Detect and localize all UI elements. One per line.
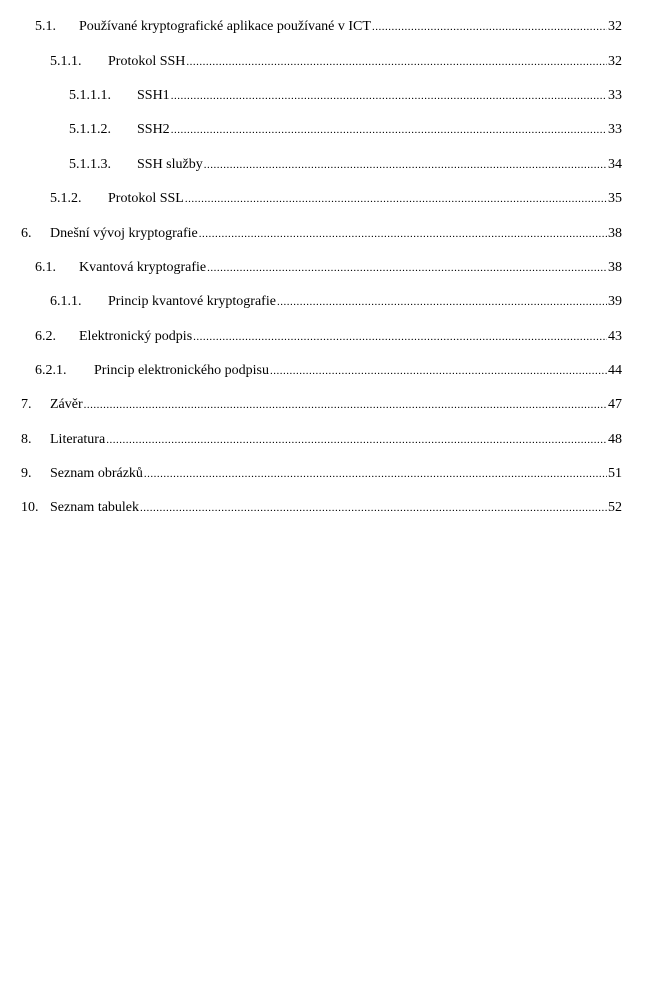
toc-entry-page: 48	[608, 432, 622, 447]
toc-entry-title: Protokol SSH	[108, 54, 186, 69]
toc-entry-10[interactable]	[0, 498, 653, 518]
toc-entry-page: 51	[608, 466, 622, 481]
toc-entry-number: 6.1.	[35, 260, 56, 275]
toc-entry-title: SSH1	[137, 88, 170, 103]
dot-leader	[140, 498, 607, 518]
toc-entry-title: Elektronický podpis	[79, 329, 193, 344]
toc-entry-title: Dnešní vývoj kryptografie	[50, 226, 198, 241]
toc-entry-title: SSH služby	[137, 157, 203, 172]
toc-entry-6-1-1[interactable]	[0, 292, 653, 312]
toc-entry-5-1-1[interactable]	[0, 52, 653, 72]
toc-entry-6-2[interactable]	[0, 327, 653, 347]
dot-leader	[171, 120, 607, 140]
toc-entry-page: 47	[608, 397, 622, 412]
toc-entry-page: 39	[608, 294, 622, 309]
toc-entry-number: 6.2.	[35, 329, 56, 344]
toc-entry-5-1[interactable]	[0, 17, 653, 37]
toc-entry-number: 9.	[21, 466, 32, 481]
toc-entry-title: Princip kvantové kryptografie	[108, 294, 276, 309]
toc-entry-page: 44	[608, 363, 622, 378]
toc-entry-page: 35	[608, 191, 622, 206]
toc-entry-number: 8.	[21, 432, 32, 447]
dot-leader	[270, 361, 607, 381]
toc-entry-number: 7.	[21, 397, 32, 412]
toc-entry-9[interactable]	[0, 464, 653, 484]
toc-entry-5-1-1-1[interactable]	[0, 86, 653, 106]
toc-entry-title: Používané kryptografické aplikace používané v ICT	[79, 19, 371, 34]
toc-entry-number: 5.1.1.	[50, 54, 82, 69]
toc-entry-number: 5.1.1.1.	[69, 88, 111, 103]
toc-entry-number: 5.1.1.2.	[69, 122, 111, 137]
toc-entry-title: Literatura	[50, 432, 106, 447]
toc-entry-6-2-1[interactable]	[0, 361, 653, 381]
toc-entry-page: 33	[608, 122, 622, 137]
dot-leader	[277, 292, 607, 312]
dot-leader	[372, 17, 607, 37]
dot-leader	[144, 464, 607, 484]
dot-leader	[106, 430, 607, 450]
toc-entry-title: Seznam tabulek	[50, 500, 140, 515]
toc-entry-number: 5.1.	[35, 19, 56, 34]
toc-entry-8[interactable]	[0, 430, 653, 450]
dot-leader	[199, 224, 607, 244]
toc-entry-page: 38	[608, 226, 622, 241]
dot-leader	[185, 189, 607, 209]
toc-entry-number: 6.	[21, 226, 32, 241]
dot-leader	[204, 155, 607, 175]
toc-entry-7[interactable]	[0, 395, 653, 415]
toc-entry-number: 6.1.1.	[50, 294, 82, 309]
toc-entry-6[interactable]	[0, 224, 653, 244]
dot-leader	[193, 327, 607, 347]
toc-entry-page: 32	[608, 54, 622, 69]
toc-entry-title: Princip elektronického podpisu	[94, 363, 269, 378]
toc-entry-5-1-2[interactable]	[0, 189, 653, 209]
toc-entry-title: Protokol SSL	[108, 191, 184, 206]
toc-entry-page: 52	[608, 500, 622, 515]
toc-entry-page: 32	[608, 19, 622, 34]
toc-entry-5-1-1-3[interactable]	[0, 155, 653, 175]
toc-entry-page: 33	[608, 88, 622, 103]
dot-leader	[171, 86, 607, 106]
toc-entry-number: 5.1.1.3.	[69, 157, 111, 172]
toc-entry-number: 10.	[21, 500, 39, 515]
dot-leader	[207, 258, 607, 278]
toc-entry-number: 6.2.1.	[35, 363, 67, 378]
toc-entry-6-1[interactable]	[0, 258, 653, 278]
toc-entry-title: Kvantová kryptografie	[79, 260, 207, 275]
toc-entry-number: 5.1.2.	[50, 191, 82, 206]
toc-entry-title: SSH2	[137, 122, 170, 137]
dot-leader	[186, 52, 607, 72]
toc-entry-page: 43	[608, 329, 622, 344]
toc-entry-page: 34	[608, 157, 622, 172]
toc-entry-title: Seznam obrázků	[50, 466, 143, 481]
toc-entry-title: Závěr	[50, 397, 83, 412]
dot-leader	[84, 395, 607, 415]
toc-entry-page: 38	[608, 260, 622, 275]
toc-entry-5-1-1-2[interactable]	[0, 120, 653, 140]
